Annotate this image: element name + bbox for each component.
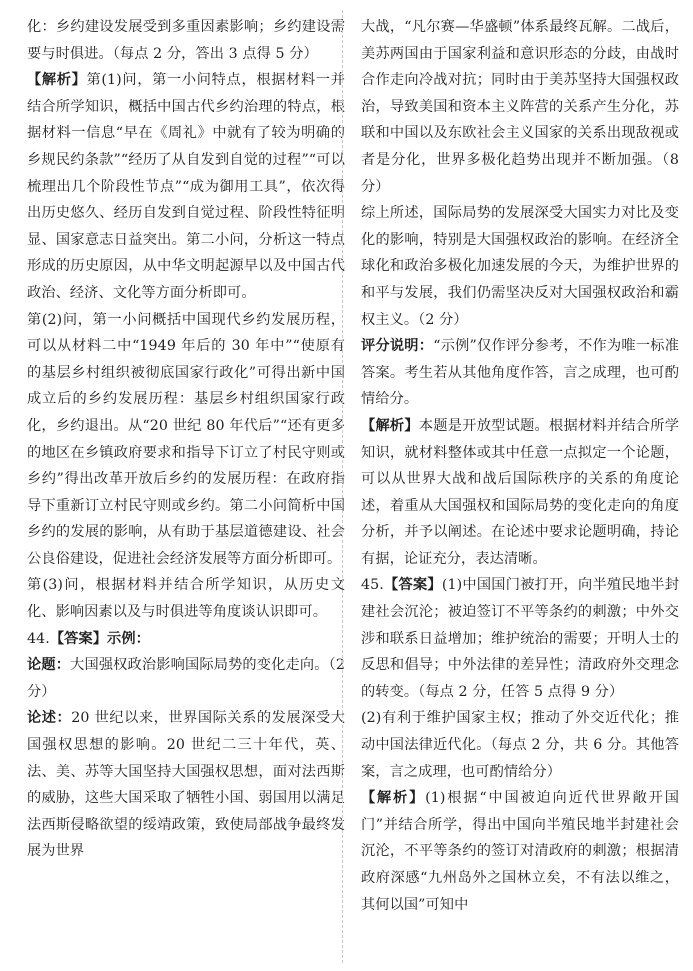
analysis-text-44: 本题是开放型试题。根据材料并结合所学知识，就材料整体或其中任意一点拟定一个论题，可以从世界大战和战后国际秩序的关系的角度论述，着重从大国强权和国际局势的变化走向的角度分析，并予以阐述。在论述中要求论题明确，持论有据，论证充分，表达清晰。	[361, 417, 679, 567]
question-44-answer-heading	[27, 626, 345, 653]
answer-tag: 【答案】示例：	[49, 630, 150, 647]
analysis-paragraph-2: 第(2)问，第一小问概括中国现代乡约发展历程，可以从材料二中“1949 年后的 30 年中”“使原有的基层乡村组织被彻底国家行政化”可得出新中国成立后的乡约发展历程：基层乡村组织国家行政化，乡约退出。从“20 世纪 80 年代后”“还有更多的地区在乡镇政府要求和指导下订立了村民守则或乡约”得出改革开放后乡约的发展历程：在政府指导下重新订立村民守则或乡约。第二小问简析中国乡约的发展的影响，从有助于基层道德建设、社会公良俗建设，促进社会经济发展等方面分析即可。	[27, 311, 345, 567]
argument-paragraph	[27, 705, 345, 865]
scoring-note	[361, 333, 679, 413]
question-45-answer-2: (2)有利于维护国家主权；推动了外交近代化；推动中国法律近代化。（每点 2 分，共 6 分。其他答案，言之成理，也可酌情给分）	[361, 710, 679, 780]
analysis-paragraph-3: 第(3)问，根据材料并结合所学知识，从历史文化、影响因素以及与时俱进等角度谈认识即可。	[27, 577, 345, 621]
right-column	[361, 14, 679, 918]
analysis-paragraph-1	[27, 67, 345, 306]
question-45-number: 45.	[361, 577, 384, 594]
left-column	[27, 14, 345, 865]
argument-label: 论述：	[27, 710, 72, 727]
question-44-number: 44.	[27, 630, 50, 647]
analysis-text-45: (1)根据“中国被迫向近代世界敞开国门”并结合所学，得出中国向半殖民地半封建社会沉沦，不平等条约的签订对清政府的刺激；根据清政府深感“九州岛外之国林立矣，不有法以维之，其何以国”可知中	[361, 790, 680, 913]
conclusion-paragraph: 综上所述，国际局势的发展深受大国实力对比及变化的影响，特别是大国强权政治的影响。在经济全球化和政治多极化加速发展的今天，为维护世界的和平与发展，我们仍需坚决反对大国强权政治和霸权主义。（2 分）	[361, 205, 679, 328]
analysis-text-1: 第(1)问，第一小问特点，根据材料一并结合所学知识，概括中国古代乡约治理的特点，根据材料一信息“早在《周礼》中就有了较为明确的乡规民约条款”“经历了从自发到自觉的过程”“可以梳理出几个阶段性节点”“成为御用工具”，依次得出历史悠久、经历自发到自觉过程、阶段性特征明显、国家意志日益突出。第二小问，分析这一特点形成的历史原因，从中华文明起源早以及中国古代政治、经济、文化等方面分析即可。	[27, 72, 346, 301]
answer-tag: 【答案】	[383, 577, 442, 594]
question-45-answer-1	[361, 572, 679, 705]
answer-continuation: 化：乡约建设发展受到多重因素影响；乡约建设需要与时俱进。（每点 2 分，答出 3 点得 5 分）	[27, 19, 345, 62]
analysis-tag: 【解析】	[361, 790, 426, 807]
analysis-tag: 【解析】	[361, 417, 419, 434]
analysis-tag: 【解析】	[27, 72, 87, 89]
argument-text: 20 世纪以来，世界国际关系的发展深受大国强权思想的影响。20 世纪二三十年代，英、法、美、苏等大国坚持大国强权思想，面对法西斯的威胁，这些大国采取了牺牲小国、弱国用以满足法西斯侵略欲望的绥靖政策，致使局部战争最终发展为世界	[27, 710, 345, 860]
column-divider	[342, 10, 343, 963]
thesis-text: 大国强权政治影响国际局势的变化走向。（2 分）	[27, 657, 345, 700]
analysis-paragraph-45	[361, 785, 679, 918]
scoring-note-label: 评分说明：	[361, 338, 434, 355]
analysis-paragraph-44	[361, 413, 679, 573]
thesis-label: 论题：	[27, 657, 71, 674]
scoring-note-text: “示例”仅作评分参考，不作为唯一标准答案。考生若从其他角度作答，言之成理，也可酌情给分。	[361, 338, 679, 408]
answer-45-part-1: (1)中国国门被打开，向半殖民地半封建社会沉沦；被迫签订不平等条约的刺激；中外交涉和联系日益增加；维护统治的需要；开明人士的反思和倡导；中外法律的差异性；清政府外交理念的转变。（每点 2 分，任答 5 点得 9 分）	[361, 577, 679, 700]
thesis-paragraph	[27, 652, 345, 705]
argument-continuation: 大战，“凡尔赛—华盛顿”体系最终瓦解。二战后，美苏两国由于国家利益和意识形态的分歧，由战时合作走向冷战对抗；同时由于美苏坚持大国强权政治，导致美国和资本主义阵营的关系产生分化，苏联和中国以及东欧社会主义国家的关系出现敌视或者是分化，世界多极化趋势出现并不断加强。（8 分）	[361, 19, 679, 195]
